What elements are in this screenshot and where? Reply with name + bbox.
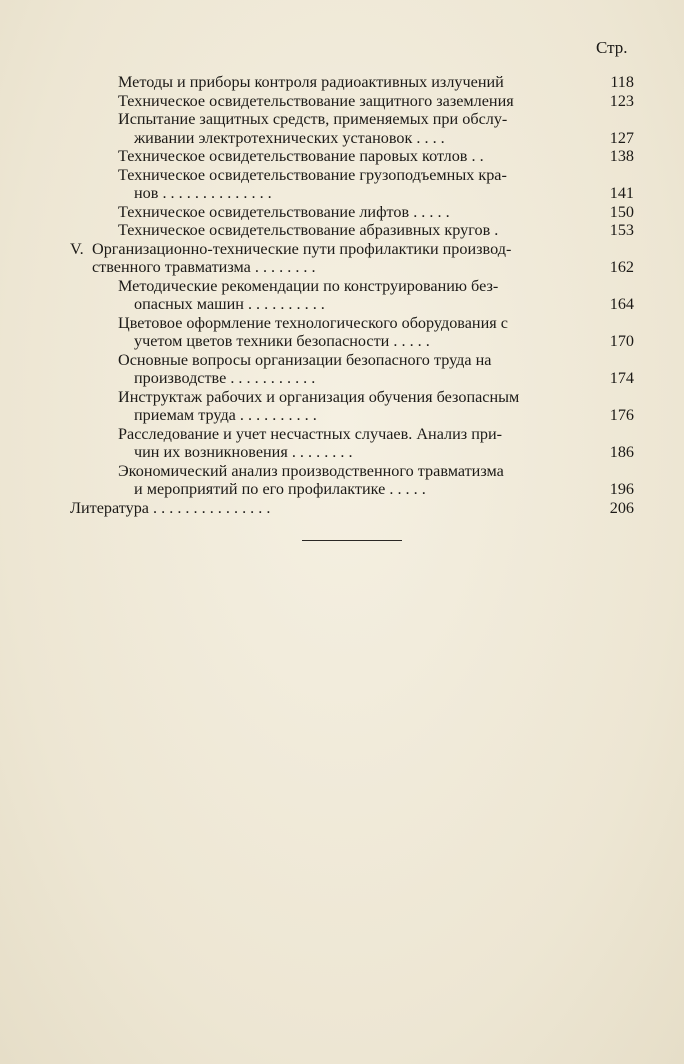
toc-line — [0, 166, 684, 185]
toc-line — [0, 425, 684, 444]
toc-page-number: 123 — [609, 91, 634, 110]
toc-page-number: 141 — [609, 184, 634, 202]
toc-line — [0, 388, 684, 407]
toc-entry-text: Техническое освидетельствование абразивных кругов . — [118, 221, 499, 239]
toc-page-number: 186 — [609, 443, 634, 461]
toc-page-number: 162 — [609, 258, 634, 276]
toc-line — [0, 129, 684, 148]
toc-entry-text: Методические рекомендации по конструированию без- — [118, 276, 499, 295]
toc-line — [0, 92, 684, 111]
toc-entry-text: приемам труда . . . . . . . . . . — [134, 406, 317, 424]
toc-entry — [0, 166, 684, 203]
section-number: V. — [70, 239, 84, 258]
toc-line — [0, 258, 684, 277]
toc-entry — [0, 499, 684, 518]
toc-entry-text: Техническое освидетельствование грузоподъемных кра- — [118, 165, 507, 184]
toc-entry-text: Техническое освидетельствование защитного заземления — [118, 91, 514, 110]
toc-line — [0, 351, 684, 370]
toc-page-number: 174 — [609, 369, 634, 387]
toc-page-number: 176 — [609, 406, 634, 424]
toc-entry-text: Цветовое оформление технологического оборудования с — [118, 313, 508, 332]
toc-line — [0, 240, 684, 259]
toc-line — [0, 110, 684, 129]
toc-entry-text: Техническое освидетельствование лифтов . . . . . — [118, 202, 450, 221]
toc-entry — [0, 203, 684, 222]
toc-entry-text: ственного травматизма . . . . . . . . — [92, 258, 316, 276]
toc-entry-text: Экономический анализ производственного травматизма — [118, 461, 504, 480]
end-rule — [302, 540, 402, 541]
toc-line — [0, 184, 684, 203]
toc-entry-text: Основные вопросы организации безопасного труда на — [118, 350, 492, 369]
toc-entry — [0, 351, 684, 388]
toc-line — [0, 406, 684, 425]
toc-entry-text: Испытание защитных средств, применяемых при обслу- — [118, 110, 508, 128]
toc-entry-text: производстве . . . . . . . . . . . — [134, 369, 316, 387]
toc-page-number: 170 — [609, 332, 634, 350]
toc-line — [0, 314, 684, 333]
toc-entry-text: Методы и приборы контроля радиоактивных излучений — [118, 73, 504, 91]
toc-entry — [0, 462, 684, 499]
toc-line — [0, 221, 684, 240]
toc-line — [0, 369, 684, 388]
toc-line — [0, 462, 684, 481]
page-column-label: Стр. — [596, 38, 628, 57]
toc-line — [0, 277, 684, 296]
toc-page-number: 118 — [610, 73, 634, 91]
toc-entry-text: Расследование и учет несчастных случаев. Анализ при- — [118, 424, 503, 443]
toc-line — [0, 295, 684, 314]
toc-page-number: 127 — [609, 128, 634, 147]
toc-line — [0, 480, 684, 499]
toc-entry-text: Инструктаж рабочих и организация обучения безопасным — [118, 387, 520, 406]
toc-entry — [0, 110, 684, 147]
toc-entry — [0, 92, 684, 111]
toc-entry — [0, 425, 684, 462]
toc-entry-text: и мероприятий по его профилактике . . . . . — [134, 480, 426, 498]
toc-line — [0, 499, 684, 518]
toc-line — [0, 443, 684, 462]
toc-entry — [0, 147, 684, 166]
toc-line — [0, 73, 684, 92]
toc-entry-text: учетом цветов техники безопасности . . . . . — [134, 332, 430, 350]
toc-entry — [0, 240, 684, 277]
toc-entry-text: Организационно-технические пути профилактики производ- — [92, 239, 512, 258]
toc-entry-text: Техническое освидетельствование паровых котлов . . — [118, 147, 484, 165]
toc-entry-text: Литература . . . . . . . . . . . . . . . — [70, 498, 271, 517]
toc-entry-text: нов . . . . . . . . . . . . . . — [134, 184, 272, 202]
toc-page-number: 164 — [609, 295, 634, 313]
toc-page-number: 153 — [609, 221, 634, 239]
toc-line — [0, 203, 684, 222]
table-of-contents — [0, 73, 684, 517]
toc-entry — [0, 314, 684, 351]
toc-entry — [0, 388, 684, 425]
toc-page-number: 196 — [609, 480, 634, 498]
toc-entry-text: опасных машин . . . . . . . . . . — [134, 295, 325, 313]
toc-entry-text: живании электротехнических установок . . . . — [134, 128, 445, 147]
toc-entry — [0, 221, 684, 240]
toc-line — [0, 147, 684, 166]
toc-line — [0, 332, 684, 351]
toc-page-number: 150 — [609, 202, 634, 221]
toc-entry — [0, 73, 684, 92]
toc-entry — [0, 277, 684, 314]
toc-page-number: 138 — [609, 147, 634, 165]
toc-page-number: 206 — [609, 498, 634, 517]
toc-entry-text: чин их возникновения . . . . . . . . — [134, 443, 353, 461]
